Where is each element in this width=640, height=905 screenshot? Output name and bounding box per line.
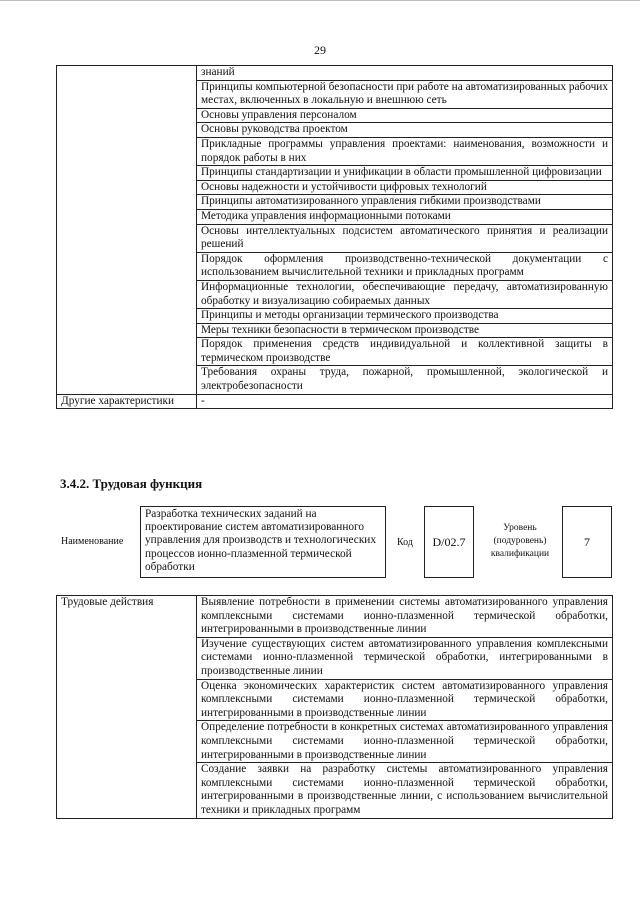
knowledge-item: Порядок оформления производственно-технической документации с использованием вычислительной техники и прикладных программ [197,252,613,280]
knowledge-item: Основы управления персоналом [197,108,613,123]
knowledge-label-cell [57,66,197,395]
knowledge-item: Методика управления информационными потоками [197,209,613,224]
labor-action-item: Оценка экономических характеристик систем автоматизированного управления комплексными системами ионно-плазменной термической обработки, интегрированными в производственные линии [197,679,613,721]
knowledge-item: Принципы автоматизированного управления гибкими производствами [197,195,613,210]
table-row [57,596,613,638]
knowledge-item: знаний [197,66,613,81]
knowledge-item: Прикладные программы управления проектами: наименования, возможности и порядок работы в них [197,137,613,165]
knowledge-item: Принципы и методы организации термического производства [197,309,613,324]
knowledge-item: Меры техники безопасности в термическом производстве [197,323,613,338]
labor-action-item: Изучение существующих систем автоматизированного управления комплексными системами ионно-плазменной термической обработки, интегрированными в производственные линии [197,637,613,679]
knowledge-item: Основы надежности и устойчивости цифровых технологий [197,180,613,195]
knowledge-item: Требования охраны труда, пожарной, промышленной, экологической и электробезопасности [197,366,613,394]
section-title: 3.4.2. Трудовая функция [60,476,203,491]
knowledge-table [56,65,613,409]
code-box: D/02.7 [424,506,474,578]
knowledge-item: Порядок применения средств индивидуальной и коллективной защиты в термическом производстве [197,338,613,366]
labor-action-item: Определение потребности в конкретных системах автоматизированного управления комплексными системами ионно-плазменной термической обработки, интегрированными в производственные линии [197,721,613,763]
level-box: 7 [562,506,612,578]
top-rule [0,0,640,5]
table-row [57,394,613,409]
knowledge-item: Информационные технологии, обеспечивающие передачу, автоматизированную обработку и визуализацию собираемых данных [197,280,613,308]
labor-actions-table [56,595,613,819]
labor-action-item: Создание заявки на разработку системы автоматизированного управления комплексными системами ионно-плазменной термической обработки, интегрированными в производственные линии, с использованием вычислительной техники и прикладных программ [197,763,613,818]
knowledge-item: Принципы стандартизации и унификации в области промышленной цифровизации [197,166,613,181]
labor-actions-label: Трудовые действия [57,596,197,819]
function-name-box: Разработка технических заданий на проектирование систем автоматизированного управления для производств и технологических процессов ионно-плазменной термической обработки [140,506,386,578]
knowledge-item: Принципы компьютерной безопасности при работе на автоматизированных рабочих местах, включенных в локальную и внешнюю сеть [197,80,613,108]
knowledge-item: Основы интеллектуальных подсистем автоматического принятия и реализации решений [197,224,613,252]
page-number: 29 [314,43,326,57]
name-label: Наименование [61,536,124,547]
code-label: Код [397,537,413,548]
level-label: Уровень (подуровень) квалификации [490,523,550,559]
other-characteristics-value: - [197,394,613,409]
table-row [57,66,613,81]
labor-action-item: Выявление потребности в применении системы автоматизированного управления комплексными системами ионно-плазменной термической обработки, интегрированными в производственные линии [197,596,613,638]
other-characteristics-label: Другие характеристики [57,394,197,409]
knowledge-item: Основы руководства проектом [197,123,613,138]
